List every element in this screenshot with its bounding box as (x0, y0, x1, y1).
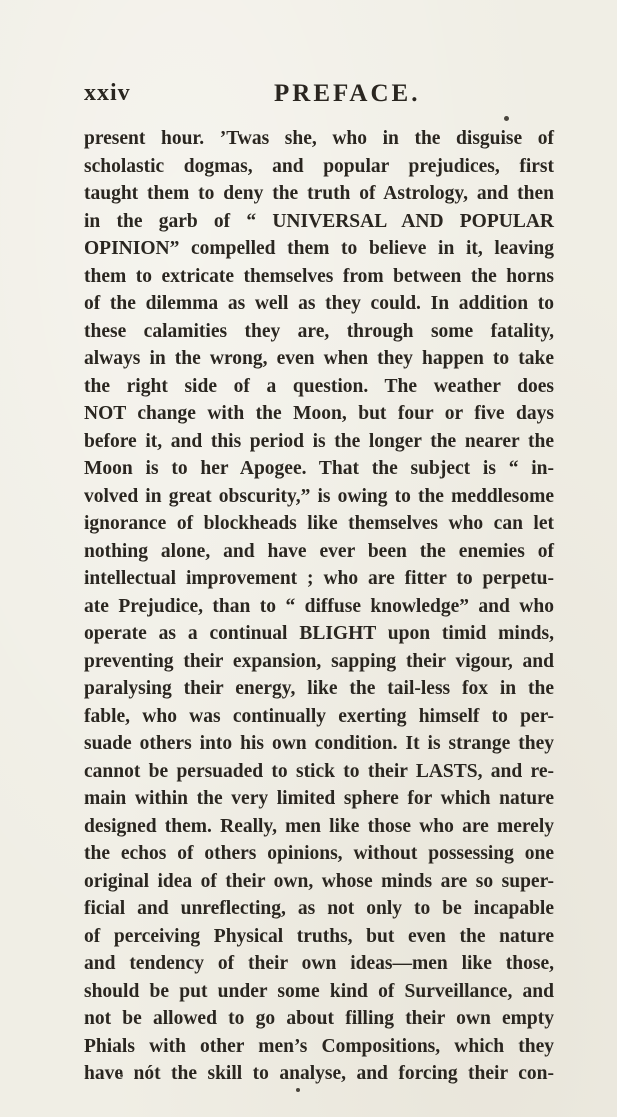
text-line: the echos of others opinions, without possessing one (84, 843, 554, 864)
text-line: preventing their expansion, sapping their vigour, and (84, 650, 554, 672)
body-text (84, 125, 554, 1088)
text-line: operate as a continual BLIGHT upon timid minds, (84, 623, 554, 644)
text-line: the right side of a question. The weather does (84, 375, 554, 397)
text-line: OPINION” compelled them to believe in it, leaving (84, 238, 554, 259)
text-line: Moon is to her Apogee. That the subject is “ in- (84, 458, 554, 479)
text-line: always in the wrong, even when they happen to take (84, 348, 554, 369)
text-line: designed them. Really, men like those who are merely (84, 815, 554, 837)
text-line: of perceiving Physical truths, but even the nature (84, 925, 554, 947)
text-line: and tendency of their own ideas—men like those, (84, 953, 554, 974)
ink-speck (504, 116, 509, 121)
running-head: PREFACE. (274, 80, 421, 107)
text-line: nothing alone, and have ever been the enemies of (84, 540, 554, 562)
text-line: should be put under some kind of Surveillance, and (84, 980, 554, 1002)
text-line: of the dilemma as well as they could. In addition to (84, 293, 554, 314)
text-line: in the garb of “ UNIVERSAL AND POPULAR (84, 210, 554, 232)
text-line: have nót the skill to analyse, and forcing their con- (84, 1063, 554, 1084)
text-line: taught them to deny the truth of Astrology, and then (84, 183, 554, 204)
ink-speck (296, 1088, 300, 1092)
text-line: fable, who was continually exerting himself to per- (84, 705, 554, 727)
text-line: them to extricate themselves from between the horns (84, 265, 554, 287)
text-line: scholastic dogmas, and popular prejudices, first (84, 155, 554, 177)
text-line: before it, and this period is the longer the nearer the (84, 430, 554, 452)
page-number: xxiv (84, 80, 131, 106)
text-line: ignorance of blockheads like themselves who can let (84, 513, 554, 534)
page-header (84, 80, 554, 116)
text-line: suade others into his own condition. It is strange they (84, 733, 554, 754)
text-line: paralysing their energy, like the tail-less fox in the (84, 678, 554, 699)
text-line: volved in great obscurity,” is owing to the meddlesome (84, 485, 554, 507)
text-line: original idea of their own, whose minds are so super- (84, 870, 554, 892)
text-line: ficial and unreflecting, as not only to be incapable (84, 898, 554, 919)
text-line: intellectual improvement ; who are fitter to perpetu- (84, 568, 554, 589)
text-line: Phials with other men’s Compositions, which they (84, 1035, 554, 1057)
text-line: present hour. ’Twas she, who in the disguise of (84, 128, 554, 149)
text-line: main within the very limited sphere for which nature (84, 788, 554, 809)
text-line: NOT change with the Moon, but four or five days (84, 403, 554, 424)
text-line: these calamities they are, through some fatality, (84, 320, 554, 342)
text-line: not be allowed to go about filling their own empty (84, 1008, 554, 1029)
text-line: ate Prejudice, than to “ diffuse knowledge” and who (84, 595, 554, 617)
text-line: cannot be persuaded to stick to their LASTS, and re- (84, 760, 554, 782)
